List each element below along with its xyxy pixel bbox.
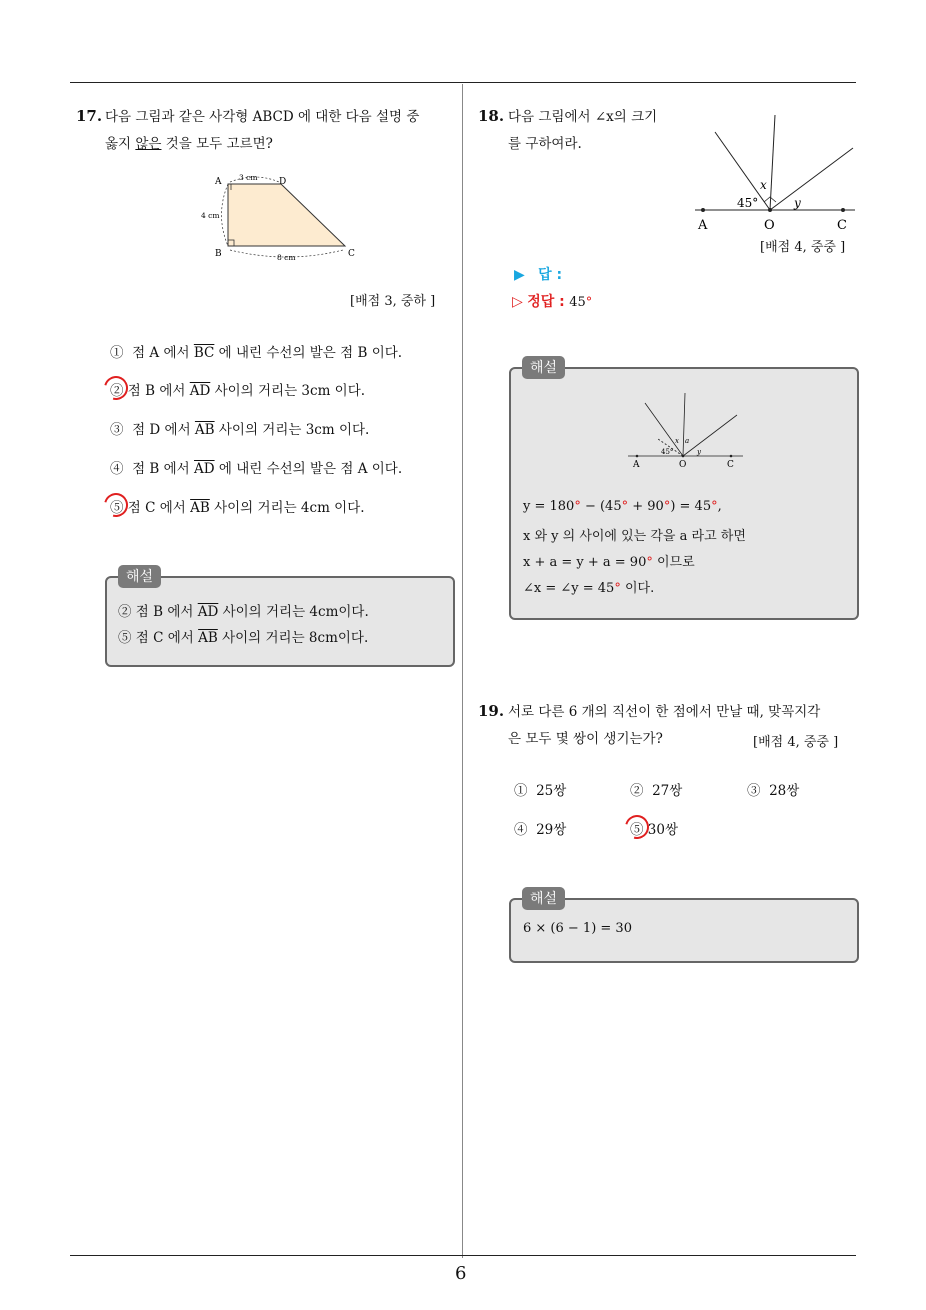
q19-choice-1[interactable]: ① 25쌍 [514, 783, 567, 799]
q19-choice-5[interactable]: ⑤ 30쌍 [630, 822, 679, 838]
q17-choice-2[interactable]: ② 점 B 에서 $\overline{AD}$ 사이의 거리는 3cm 이다. [110, 383, 366, 399]
q19-choice-2[interactable]: ② 27쌍 [630, 783, 683, 799]
label-A: A [698, 218, 708, 233]
q17-choice-4[interactable]: ④ 점 B 에서 $\overline{AD}$ 에 내린 수선의 발은 점 A 이다. [110, 461, 403, 477]
ray-right [770, 148, 853, 210]
q17-trapezoid-figure [195, 170, 365, 262]
q19-text-line2: 은 모두 몇 쌍이 생기는가? [508, 731, 663, 747]
label-45-degree: 45° [737, 196, 759, 210]
q19-number: 19. [478, 702, 505, 720]
svg-text:45°: 45° [661, 448, 674, 456]
label-top-length: 3 cm [239, 173, 258, 182]
q17-text-line2: 옳지 않은 것을 모두 고르면? [105, 136, 273, 152]
q18-correct-row: ▷ 정답 : 45° [512, 294, 593, 310]
svg-text:O: O [679, 460, 687, 470]
label-C: C [348, 249, 355, 259]
q18-explain-figure [623, 391, 753, 471]
q18-explanation-tag: 해설 [522, 356, 565, 379]
q19-choice-4[interactable]: ④ 29쌍 [514, 822, 567, 838]
q17-choice-1[interactable]: ① 점 A 에서 $\overline{BC}$ 에 내린 수선의 발은 점 B 이다. [110, 345, 403, 361]
label-x: x [760, 178, 767, 192]
label-C: C [837, 218, 847, 233]
q18-explain-line2: x 와 y 의 사이에 있는 각을 a 라고 하면 [523, 529, 746, 544]
q18-explanation-box [509, 367, 859, 620]
q19-explain-line: 6 × (6 − 1) = 30 [523, 921, 632, 936]
q17-choice-5[interactable]: ⑤ 점 C 에서 $\overline{AB}$ 사이의 거리는 4cm 이다. [110, 500, 365, 516]
svg-text:C: C [727, 460, 734, 470]
q18-text-line1: 다음 그림에서 ∠x의 크기 [508, 109, 658, 125]
q19-choice-3[interactable]: ③ 28쌍 [747, 783, 800, 799]
bottom-rule [70, 1255, 856, 1256]
brace-left [222, 184, 229, 246]
q18-number: 18. [478, 107, 505, 125]
page-number: 6 [455, 1263, 467, 1284]
q18-explain-line3: x + a = y + a = 90° 이므로 [523, 555, 695, 570]
q18-explain-line1: y = 180° − (45° + 90°) = 45°, [523, 499, 722, 514]
q17-choice-3[interactable]: ③ 점 D 에서 $\overline{AB}$ 사이의 거리는 3cm 이다. [110, 422, 370, 438]
q17-explain-line2: ⑤ 점 C 에서 $\overline{AB}$ 사이의 거리는 8cm이다. [118, 630, 369, 646]
point-A [701, 208, 705, 212]
q17-number: 17. [76, 107, 103, 125]
label-A: A [215, 177, 222, 187]
label-left-length: 4 cm [201, 211, 220, 220]
q19-text-line1: 서로 다른 6 개의 직선이 한 점에서 만날 때, 맞꼭지각 [508, 704, 821, 720]
svg-text:x: x [675, 437, 679, 445]
ray-up [770, 115, 775, 210]
play-icon: ▶ [514, 267, 525, 283]
svg-text:A: A [633, 460, 640, 470]
trapezoid-shape [228, 184, 345, 246]
q17-explanation-tag: 해설 [118, 565, 161, 588]
q19-explanation-tag: 해설 [522, 887, 565, 910]
q17-explanation-box [105, 576, 455, 667]
q18-text-line2: 를 구하여라. [508, 136, 582, 152]
q17-score: [배점 3, 중하 ] [350, 294, 436, 309]
label-D: D [279, 177, 287, 187]
label-B: B [215, 249, 222, 259]
q17-explain-line1: ② 점 B 에서 $\overline{AD}$ 사이의 거리는 4cm이다. [118, 604, 369, 620]
q18-answer-row: ▶ 답 : [514, 267, 563, 283]
q18-angle-figure [690, 110, 860, 235]
q18-score: [배점 4, 중중 ] [760, 240, 846, 255]
svg-text:y: y [697, 448, 701, 456]
q19-score: [배점 4, 중중 ] [753, 735, 839, 750]
column-divider [462, 84, 463, 1258]
svg-text:a: a [685, 437, 690, 445]
q17-text-line1: 다음 그림과 같은 사각형 ABCD 에 대한 다음 설명 중 [105, 109, 420, 125]
label-y: y [794, 196, 801, 210]
label-O: O [764, 218, 775, 233]
q18-explain-line4: ∠x = ∠y = 45° 이다. [523, 581, 655, 596]
point-C [841, 208, 845, 212]
triangle-outline-icon: ▷ [512, 294, 523, 310]
label-bottom-length: 8 cm [277, 253, 296, 262]
top-rule [70, 82, 856, 83]
